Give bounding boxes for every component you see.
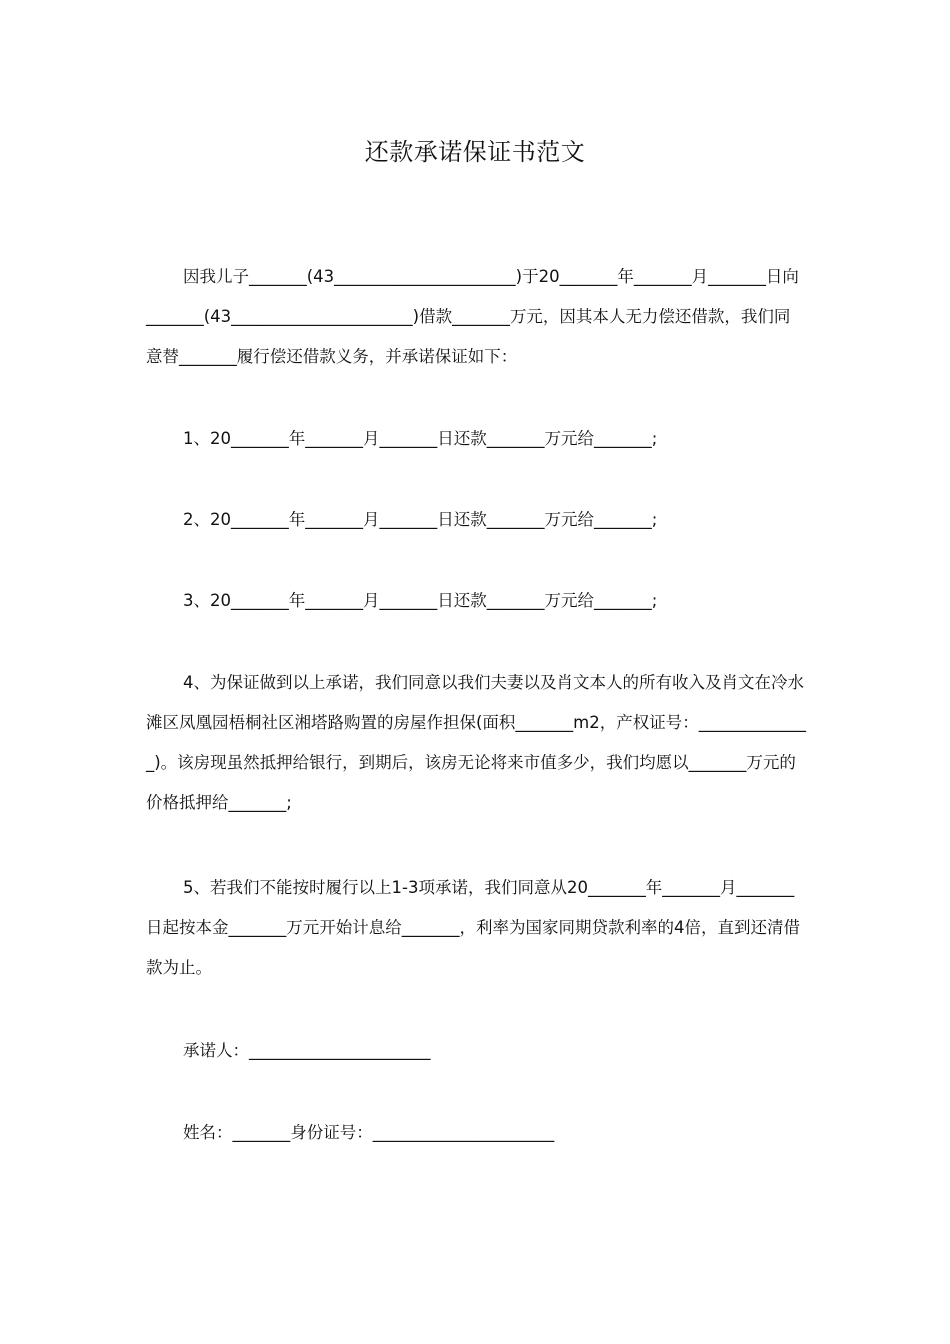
intro-paragraph: 因我儿子_______(43______________________)于20_______年_______月_______日向_______(43______________________)借款_______万元，因其本人无力偿还借款，我们同意替_______履行偿还借款义务，并承诺保证如下： [146, 267, 799, 366]
repayment-item-1: 1、20_______年_______月_______日还款_______万元给_______; [183, 429, 658, 448]
repayment-item-2: 2、20_______年_______月_______日还款_______万元给_______; [183, 510, 658, 529]
promisor-signature-line: 承诺人：______________________ [183, 1041, 431, 1060]
interest-item-5: 5、若我们不能按时履行以上1-3项承诺，我们同意从20_______年_______月_______日起按本金_______万元开始计息给_______，利率为国家同期贷款利率的4倍，直到还清借款为止。 [146, 878, 800, 977]
repayment-item-3: 3、20_______年_______月_______日还款_______万元给_______; [183, 591, 658, 610]
document-title: 还款承诺保证书范文 [364, 138, 586, 166]
guarantee-item-4: 4、为保证做到以上承诺，我们同意以我们夫妻以及肖文本人的所有收入及肖文在冷水滩区凤凰园梧桐社区湘塔路购置的房屋作担保(面积_______m2，产权证号：______________)。该房现虽然抵押给银行，到期后，该房无论将来市值多少，我们均愿以_______万元的价格抵押给_______; [146, 673, 807, 812]
name-id-line: 姓名：_______身份证号：______________________ [183, 1123, 555, 1142]
